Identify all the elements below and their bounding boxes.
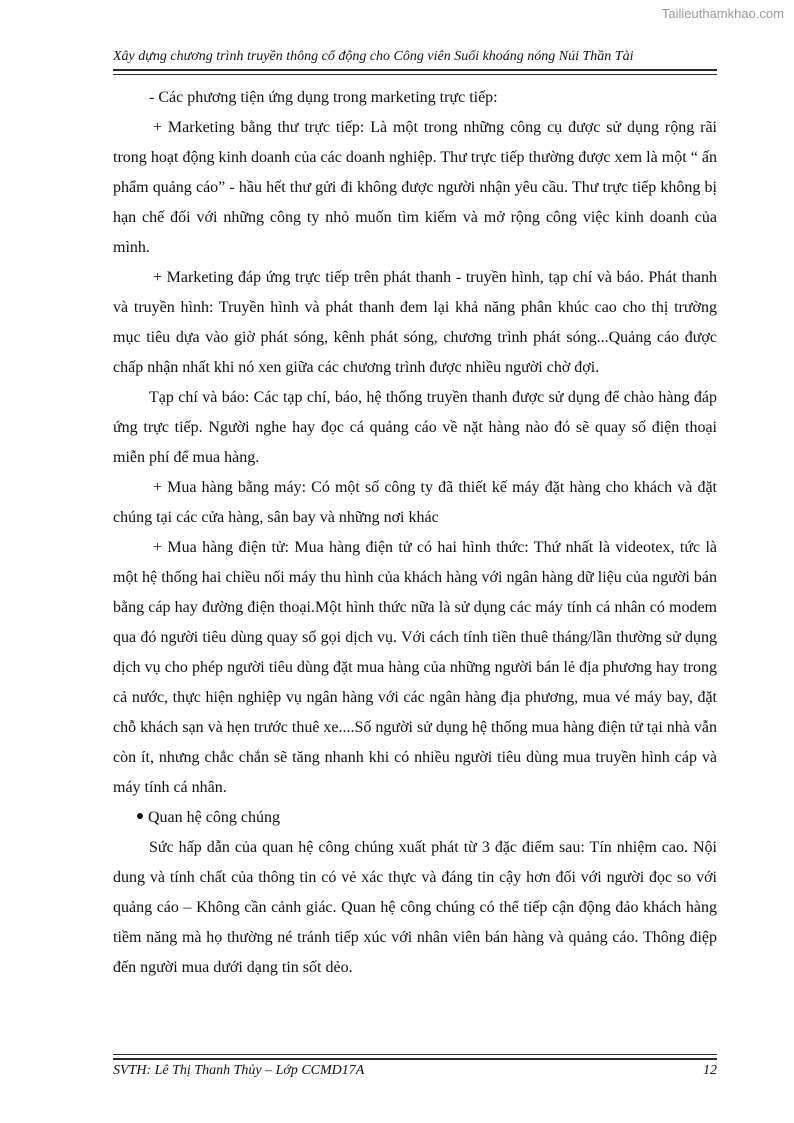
header-rule-thick (113, 69, 717, 71)
bullet-icon (137, 813, 143, 819)
paragraph: - Các phương tiện ứng dụng trong marketing trực tiếp: (149, 89, 498, 106)
page-header-title: Xây dựng chương trình truyền thông cổ động cho Công viên Suối khoáng nóng Núi Thần Tài (113, 49, 634, 64)
paragraph: Tạp chí và báo: Các tạp chí, báo, hệ thống truyền thanh được sử dụng để chào hàng đáp ứng trực tiếp. Người nghe hay đọc cá quảng cáo về nặt hàng nào đó sẽ quay số điện thoại miễn phí để mua hàng. (113, 389, 717, 466)
bullet-heading-text: Quan hệ công chúng (148, 809, 280, 826)
footer-rule-thin (113, 1054, 717, 1055)
header-rule-thin (113, 74, 717, 75)
footer-author: SVTH: Lê Thị Thanh Thủy – Lớp CCMD17A (113, 1063, 365, 1078)
paragraph: + Marketing bằng thư trực tiếp: Là một trong những công cụ được sử dụng rộng rãi trong hoạt động kinh doanh của các doanh nghiệp. Thư trực tiếp thường được xem là một “ ấn phẩm quảng cáo” - hầu hết thư gửi đi không được người nhận yêu cầu. Thư trực tiếp không bị hạn chế đối với những công ty nhỏ muốn tìm kiếm và mở rộng công việc kinh doanh của mình. (113, 119, 717, 256)
page-number: 12 (703, 1063, 717, 1078)
paragraph: + Mua hàng bằng máy: Có một số công ty đã thiết kế máy đặt hàng cho khách và đặt chúng tại các cửa hàng, sân bay và những nơi khác (113, 479, 717, 526)
paragraph: + Marketing đáp ứng trực tiếp trên phát thanh - truyền hình, tạp chí và báo. Phát thanh và truyền hình: Truyền hình và phát thanh đem lại khả năng phân khúc cao cho thị trường mục tiêu dựa vào giờ phát sóng, kênh phát sóng, chương trình phát sóng...Quảng cáo được chấp nhận nhất khi nó xen giữa các chương trình được nhiều người chờ đợi. (113, 269, 717, 376)
watermark: Tailieuthamkhao.com (661, 6, 784, 21)
bullet-heading (113, 803, 717, 833)
document-body (113, 83, 717, 983)
paragraph: Sức hấp dẫn của quan hệ công chúng xuất phát từ 3 đặc điểm sau: Tín nhiệm cao. Nội dung và tính chất của thông tin có vẻ xác thực và đáng tin cậy hơn đối với người đọc so với quảng cáo – Không cần cảnh giác. Quan hệ công chúng có thể tiếp cận động đảo khách hàng tiềm năng mà họ thường né tránh tiếp xúc với nhân viên bán hàng và quảng cáo. Thông điệp đến người mua dưới dạng tin sốt dẻo. (113, 839, 717, 976)
footer-rule-thick (113, 1058, 717, 1060)
paragraph: + Mua hàng điện tử: Mua hàng điện tử có hai hình thức: Thứ nhất là videotex, tức là một hệ thống hai chiều nối máy thu hình của khách hàng với ngân hàng dữ liệu của người bán bằng cáp hay đường điện thoại.Một hình thức nữa là sử dụng các máy tính cá nhân có modem qua đó người tiêu dùng quay số gọi dịch vụ. Với cách tính tiền thuê tháng/lần thường sử dụng dịch vụ cho phép người tiêu dùng đặt mua hàng của những người bán lẻ địa phương hay trong cả nước, thực hiện nghiệp vụ ngân hàng với các ngân hàng địa phương, mua vé máy bay, đặt chỗ khách sạn và hẹn trước thuê xe....Số người sử dụng hệ thống mua hàng điện tử tại nhà vẫn còn ít, nhưng chắc chắn sẽ tăng nhanh khi có nhiều người tiêu dùng mua truyền hình cáp và máy tính cá nhân. (113, 539, 717, 796)
